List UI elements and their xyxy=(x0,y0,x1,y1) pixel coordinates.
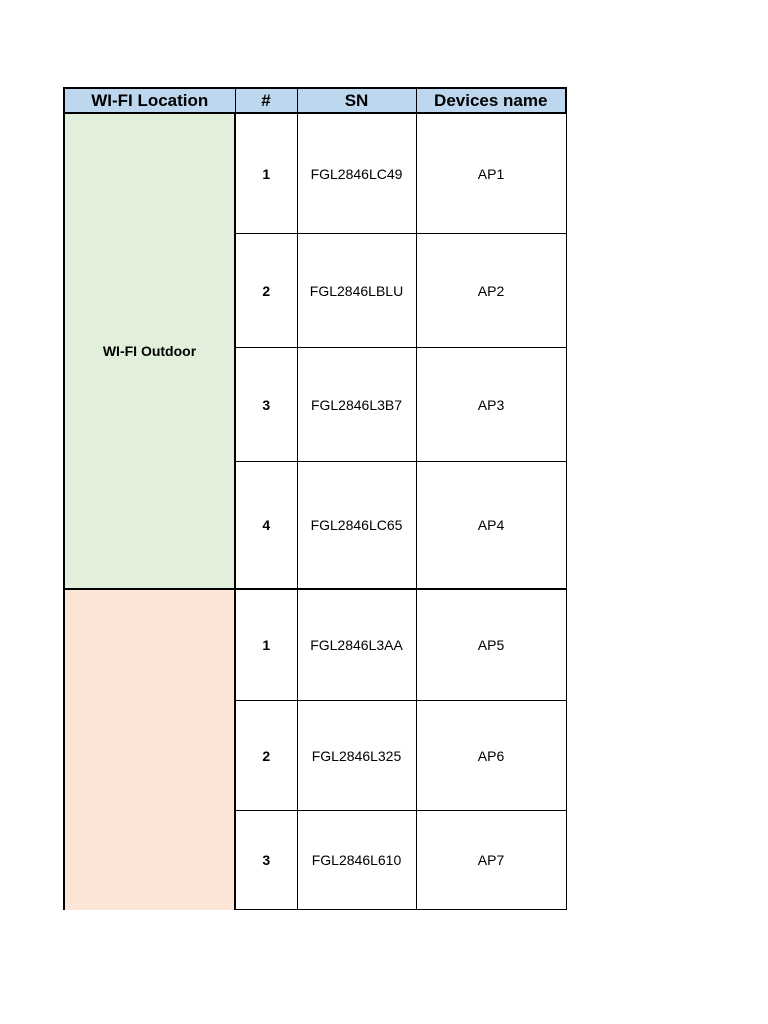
device-name: AP7 xyxy=(416,811,566,910)
serial-number: FGL2846LBLU xyxy=(297,234,416,348)
header-location: WI-FI Location xyxy=(64,88,235,113)
row-number: 1 xyxy=(235,589,297,701)
row-number: 3 xyxy=(235,811,297,910)
serial-number: FGL2846LC65 xyxy=(297,462,416,590)
serial-number: FGL2846L610 xyxy=(297,811,416,910)
header-number: # xyxy=(235,88,297,113)
serial-number: FGL2846L3B7 xyxy=(297,348,416,462)
row-number: 2 xyxy=(235,701,297,811)
serial-number: FGL2846L325 xyxy=(297,701,416,811)
device-name: AP4 xyxy=(416,462,566,590)
device-name: AP1 xyxy=(416,113,566,234)
location-cell-outdoor: WI-FI Outdoor xyxy=(64,113,235,589)
header-device-name: Devices name xyxy=(416,88,566,113)
wifi-devices-table xyxy=(63,87,567,910)
serial-number: FGL2846LC49 xyxy=(297,113,416,234)
table-row xyxy=(64,113,566,234)
device-name: AP3 xyxy=(416,348,566,462)
row-number: 4 xyxy=(235,462,297,590)
row-number: 1 xyxy=(235,113,297,234)
row-number: 2 xyxy=(235,234,297,348)
serial-number: FGL2846L3AA xyxy=(297,589,416,701)
location-cell-second-group xyxy=(64,589,235,910)
device-name: AP5 xyxy=(416,589,566,701)
device-name: AP2 xyxy=(416,234,566,348)
table-row xyxy=(64,589,566,701)
header-row xyxy=(64,88,566,113)
header-sn: SN xyxy=(297,88,416,113)
row-number: 3 xyxy=(235,348,297,462)
device-name: AP6 xyxy=(416,701,566,811)
